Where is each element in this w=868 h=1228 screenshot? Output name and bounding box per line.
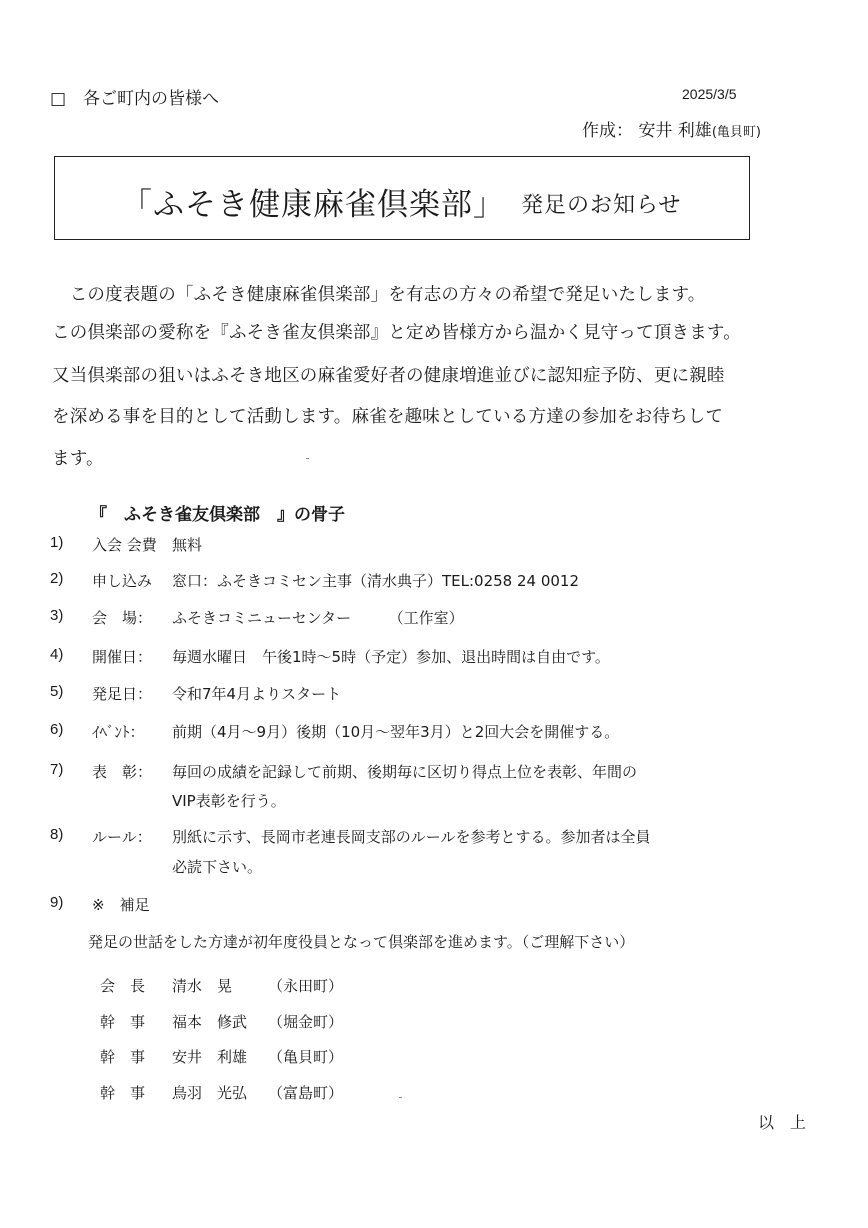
supplement-note: 発足の世話をした方達が初年度役員となって倶楽部を進めます。（ご理解下さい） xyxy=(88,933,635,951)
officer-role: 幹 事 xyxy=(100,1084,146,1102)
officer-role: 幹 事 xyxy=(100,1013,146,1031)
author-prefix: 作成： xyxy=(582,121,633,141)
officer-name: 福本 修武 xyxy=(172,1013,248,1031)
item-label: 会 場： xyxy=(92,609,153,627)
item-value: 窓口：ふそきコミセン主事（清水典子）TEL:0258 24 0012 xyxy=(172,572,580,590)
document-date: 2025/3/5 xyxy=(682,86,737,102)
author-line xyxy=(582,116,761,141)
item-value: 無料 xyxy=(172,536,203,554)
intro-line: この倶楽部の愛称を『ふそき雀友倶楽部』と定め皆様方から温かく見守って頂きます。 xyxy=(52,323,741,343)
item-value: 毎回の成績を記録して前期、後期毎に区切り得点上位を表彰、年間の xyxy=(172,763,638,781)
greeting-line: □ 各ご町内の皆様へ xyxy=(50,89,220,109)
item-number: 2) xyxy=(50,570,64,587)
item-number: 9) xyxy=(50,894,64,911)
intro-line: を深める事を目的として活動します。麻雀を趣味としている方達の参加をお待ちして xyxy=(52,407,724,427)
officer-town: （亀貝町） xyxy=(268,1048,344,1066)
item-value-continued: 必読下さい。 xyxy=(172,858,263,876)
outline-heading: 『 ふそき雀友倶楽部 』の骨子 xyxy=(90,505,345,525)
item-number: 1) xyxy=(50,534,64,551)
title-box xyxy=(54,156,750,240)
officer-town: （富島町） xyxy=(268,1084,344,1102)
item-value: 令和7年4月よりスタート xyxy=(172,685,342,703)
officer-role: 会 長 xyxy=(100,977,146,995)
item-value: 前期（4月～9月）後期（10月～翌年3月）と2回大会を開催する。 xyxy=(172,723,620,741)
officer-role: 幹 事 xyxy=(100,1048,146,1066)
officer-town: （永田町） xyxy=(268,977,344,995)
title-suffix: 発足のお知らせ xyxy=(521,193,682,218)
item-number: 3) xyxy=(50,607,64,624)
officer-name: 安井 利雄 xyxy=(172,1048,248,1066)
item-label: ルール： xyxy=(92,828,152,846)
author-name: 安井 利雄 xyxy=(638,121,712,141)
scan-speck xyxy=(399,1097,402,1098)
item-label: 表 彰： xyxy=(92,763,153,781)
item-number: 8) xyxy=(50,826,64,843)
intro-line: ます。 xyxy=(52,449,104,469)
item-value: 別紙に示す、長岡市老連長岡支部のルールを参考とする。参加者は全員 xyxy=(172,828,651,846)
title-main: 「ふそき健康麻雀倶楽部」 xyxy=(121,187,505,223)
item-number: 6) xyxy=(50,721,64,738)
item-label: 発足日： xyxy=(92,685,153,703)
item-label: ｲﾍﾞﾝﾄ： xyxy=(92,723,145,741)
item-label: 申し込み xyxy=(92,572,153,590)
item-value: 毎週水曜日 午後1時～5時（予定）参加、退出時間は自由です。 xyxy=(172,648,610,666)
item-value: ふそきコミニューセンター （工作室） xyxy=(172,609,464,627)
item-label: 入会 会費 xyxy=(92,536,157,554)
item-number: 7) xyxy=(50,761,64,778)
officer-name: 鳥羽 光弘 xyxy=(172,1084,248,1102)
officer-town: （堀金町） xyxy=(268,1013,344,1031)
item-number: 4) xyxy=(50,646,64,663)
closing-mark: 以 上 xyxy=(758,1113,807,1132)
item-value-continued: VIP表彰を行う。 xyxy=(172,792,286,810)
author-town: (亀貝町) xyxy=(711,125,761,140)
scan-speck xyxy=(306,458,309,459)
intro-line: 又当倶楽部の狙いはふそき地区の麻雀愛好者の健康増進並びに認知症予防、更に親睦 xyxy=(52,366,725,386)
intro-line: この度表題の「ふそき健康麻雀倶楽部」を有志の方々の希望で発足いたします。 xyxy=(52,285,706,305)
item-label: ※ 補足 xyxy=(92,896,150,914)
item-label: 開催日： xyxy=(92,648,153,666)
officer-name: 清水 晃 xyxy=(172,977,233,995)
item-number: 5) xyxy=(50,683,64,700)
